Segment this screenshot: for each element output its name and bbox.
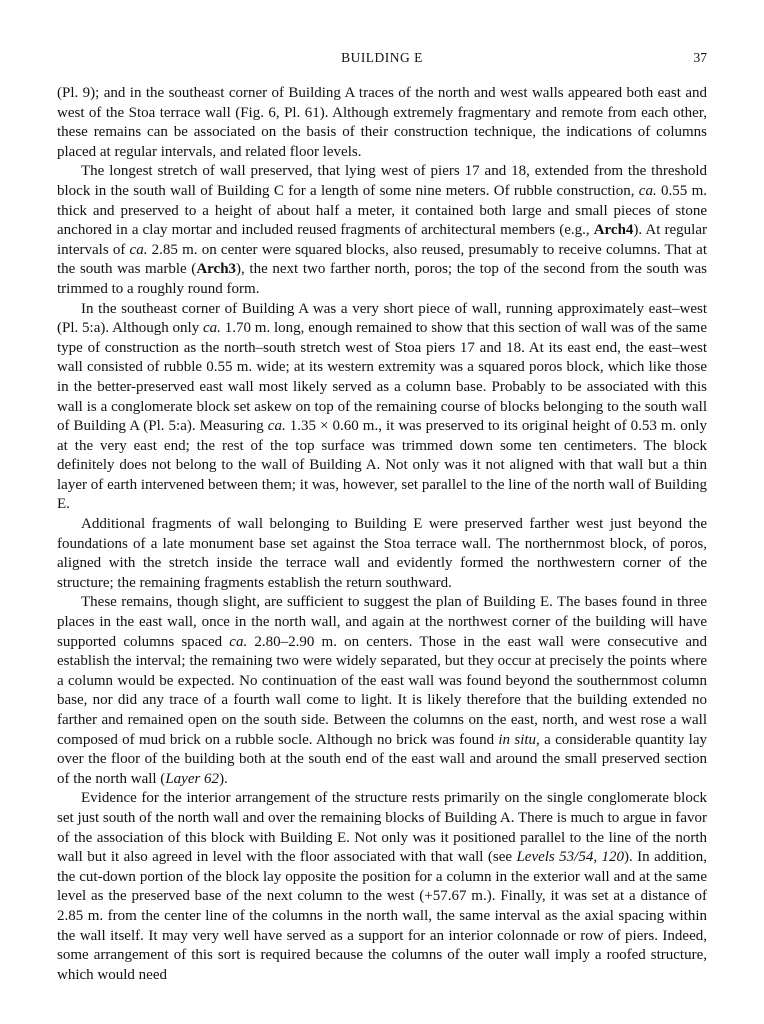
text-run: ca. [638,182,657,199]
running-head-title: BUILDING E [341,50,423,65]
text-run: 1.35 × 0.60 m., it was preserved to its original height of 0.53 m. only at the very east end; the rest of the top surface was trimmed down some ten centimeters. The block definitely does not belong to the wall of Building A. Not only was it not aligned with that wall but a thin layer of earth intervened between them; it was, however, set parallel to the line of the north wall of Building E. [57,418,707,513]
text-run: 1.70 m. long, enough remained to show that this section of wall was of the same type of construction as the north–south stretch west of Stoa piers 17 and 18. At its east end, the east–west wall consisted of rubble 0.55 m. wide; at its western extremity was a squared poros block, which like those in the better-preserved east wall most likely served as a column base. Probably to be associated with this wall is a conglomerate block set askew on top of the remaining course of blocks belonging to the south wall of Building A (Pl. 5:a). Measuring [57,320,707,435]
text-run: The longest stretch of wall preserved, that lying west of piers 17 and 18, extended from the threshold block in the south wall of Building C for a length of some nine meters. Of rubble construction, [57,163,707,199]
text-run: Arch3 [196,261,237,278]
text-run: 2.80–2.90 m. on centers. Those in the east wall were consecutive and establish the interval; the remaining two were widely separated, but they occur at precisely the points where a column would be expected. No continuation of the east wall was found beyond the southernmost column base, nor did any trace of a fourth wall come to light. It is likely therefore that the building extended no farther and remained open on the south side. Between the columns on the east, north, and west rose a wall composed of mud brick on a rubble socle. Although no brick was found [57,633,707,748]
text-run: (Pl. 9); and in the southeast corner of Building A traces of the north and west walls appeared both east and west of the Stoa terrace wall (Fig. 6, Pl. 61). Although extremely fragmentary and remote from each other, these remains can be associated on the basis of their construction technique, the indications of columns placed at regular intervals, and related floor levels. [57,85,707,160]
text-run: ca. [203,320,221,337]
text-run: ). [219,770,228,787]
text-run: Arch4 [593,222,634,239]
text-run: ca. [229,633,248,650]
text-run: ). In addition, the cut-down portion of the block lay opposite the position for a column in the exterior wall and at the same level as the preserved base of the next column to the west (+57.67 m.). Finally, it was set at a distance of 2.85 m. from the center line of the columns in the north wall, the same interval as the axial spacing within the wall itself. It may very well have served as a support for an interior colonnade or row of piers. Indeed, some arrangement of this sort is required because the columns of the outer wall imply a roofed structure, which would need [57,849,707,983]
paragraph [57,84,707,162]
text-run: 2.85 m. on center were squared blocks, also reused, presumably to receive columns. That at the south was marble ( [57,241,707,278]
paragraph [57,789,707,985]
page-header [57,50,707,70]
text-run: ca. [129,241,148,258]
text-run: ca. [267,418,286,435]
text-run: Layer 62 [165,770,220,787]
paragraph [57,515,707,593]
body-text [57,84,707,985]
text-run: Additional fragments of wall belonging to Building E were preserved farther west just beyond the foundations of a late monument base set against the Stoa terrace wall. The northernmost block, of poros, aligned with the stretch inside the terrace wall and evidently formed the northwestern corner of the structure; the remaining fragments establish the return southward. [57,516,707,591]
text-run: ). At regular intervals of [57,222,707,258]
text-run: in situ [498,731,537,748]
text-run: These remains, though slight, are sufficient to suggest the plan of Building E. The bases found in three places in the east wall, once in the north wall, and again at the northwest corner of the building will have supported columns spaced [57,594,707,650]
page-number: 37 [693,50,707,65]
paragraph [57,593,707,789]
text-run: Levels 53/54, 120 [516,849,625,866]
text-run: In the southeast corner of Building A was a very short piece of wall, running approximately east–west (Pl. 5:a). Although only [57,300,707,337]
text-run: Evidence for the interior arrangement of the structure rests primarily on the single conglomerate block set just south of the north wall and over the remaining blocks of Building A. There is much to argue in favor of the association of this block with Building E. Not only was it positioned parallel to the line of the north wall but it also agreed in level with the floor associated with that wall (see [57,790,707,866]
paragraph [57,162,707,299]
paragraph [57,300,707,516]
text-run: , a considerable quantity lay over the floor of the building both at the south end of the east wall and around the small preserved section of the north wall ( [57,731,707,787]
text-run: ), the next two farther north, poros; the top of the second from the south was trimmed to a roughly round form. [57,261,707,297]
text-run: 0.55 m. thick and preserved to a height of about half a meter, it contained both large and small pieces of stone anchored in a clay mortar and included reused fragments of architectural members (e.g., [57,182,708,239]
